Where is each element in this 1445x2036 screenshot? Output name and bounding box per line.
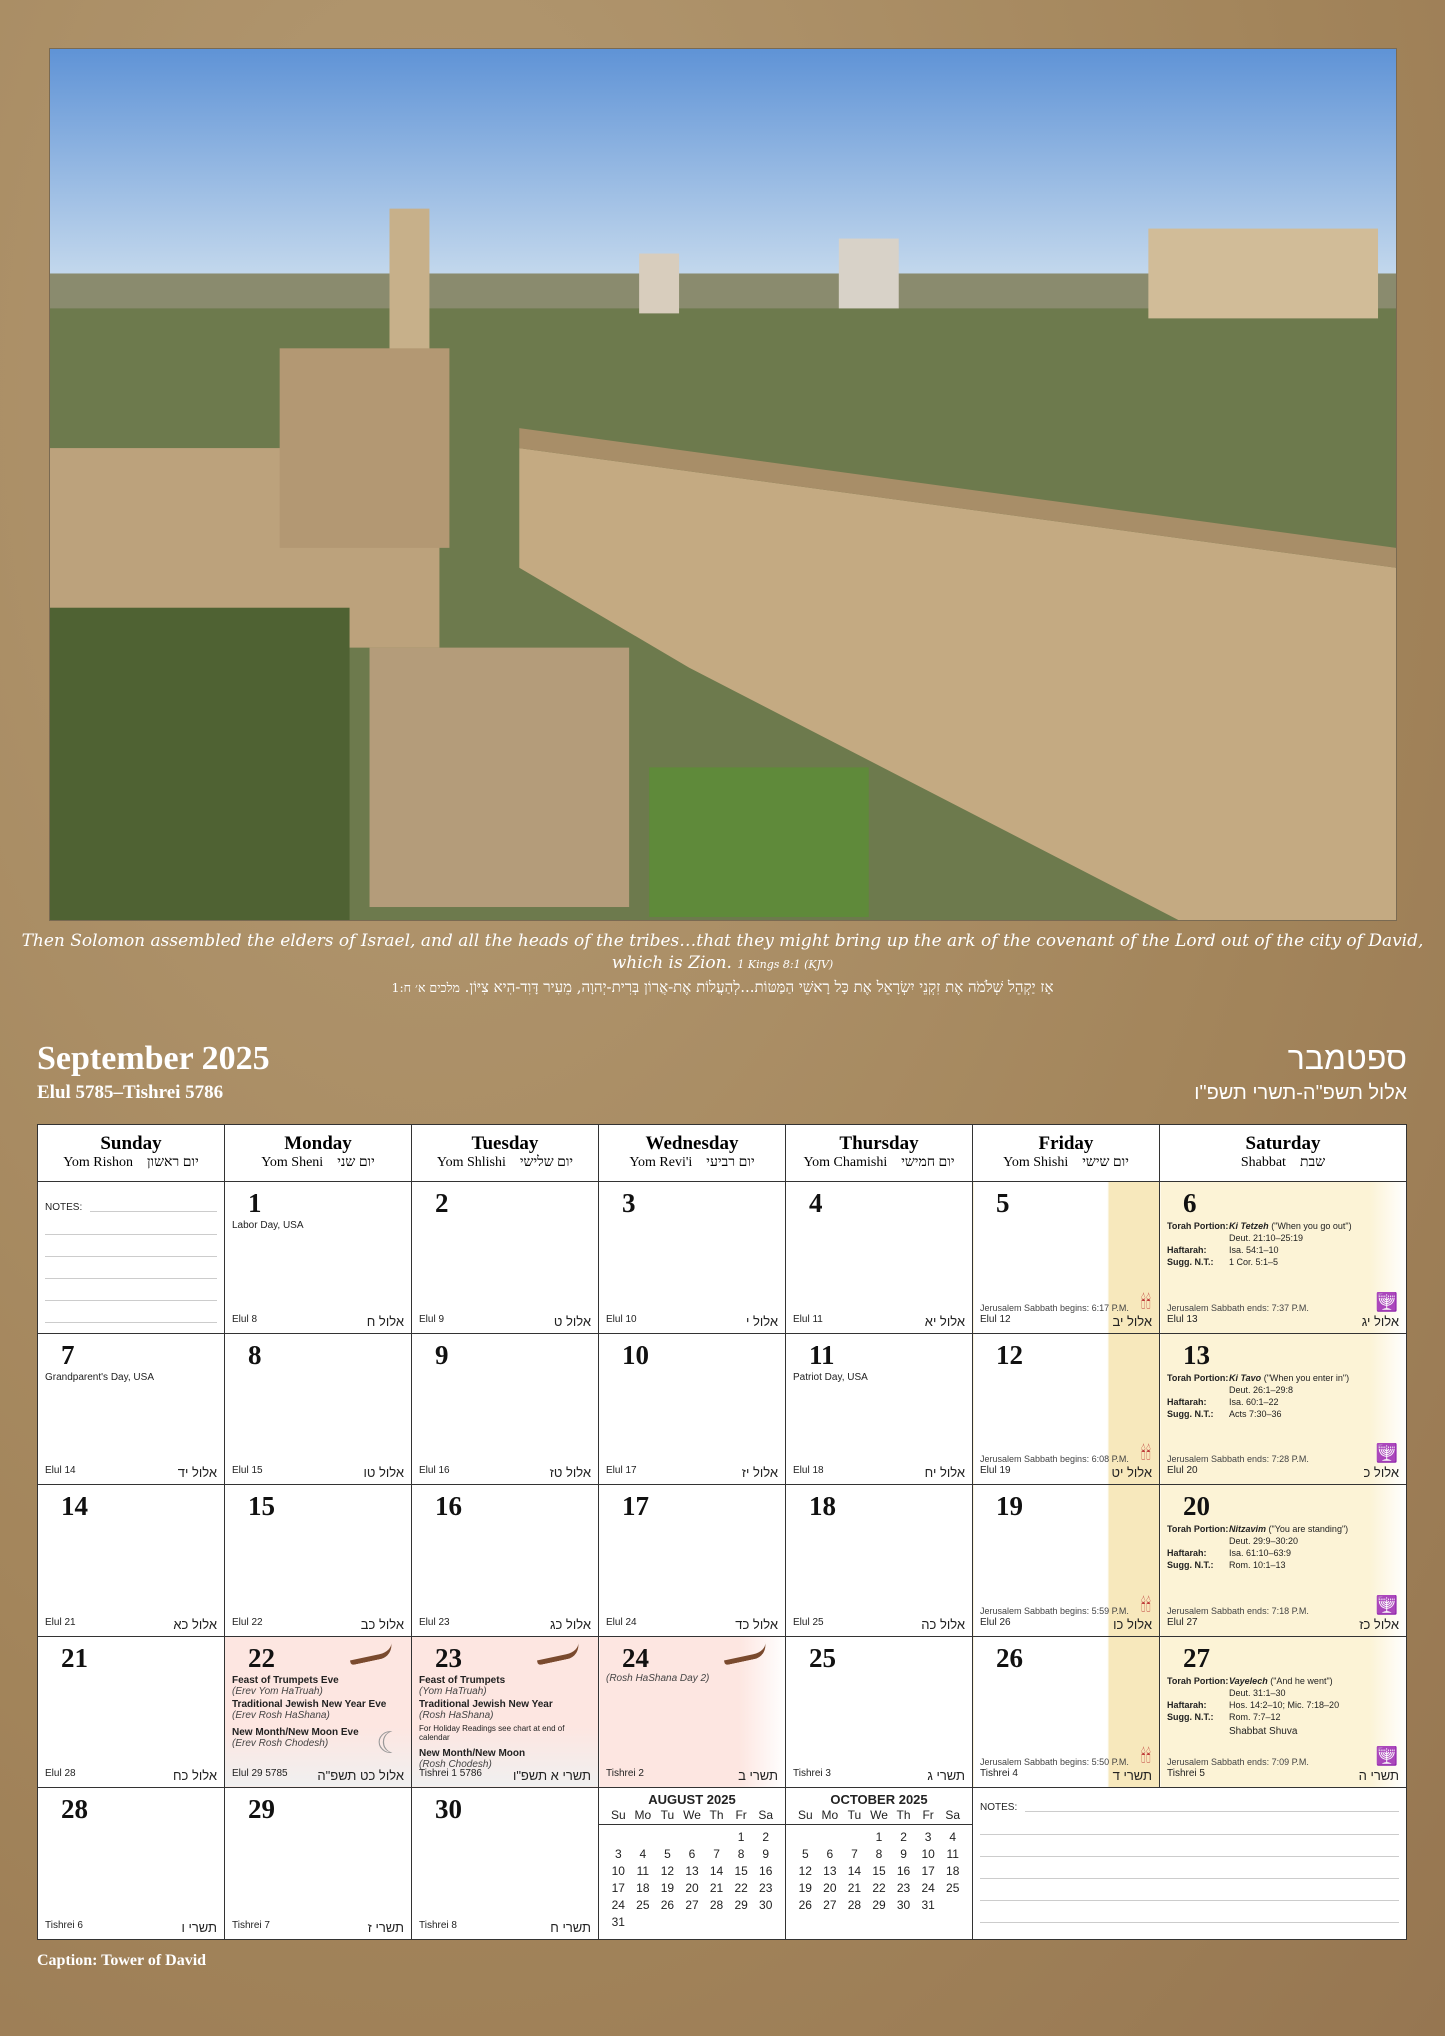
hebrew-date: אלול יח xyxy=(924,1465,965,1480)
day-cell-4[interactable]: 4 Elul 11 אלול יא xyxy=(786,1182,973,1334)
mini-day: 7 xyxy=(713,1847,720,1861)
hebrew-date-translit: Tishrei 5 xyxy=(1167,1768,1205,1779)
day-cell-7[interactable]: 7 Grandparent's Day, USA Elul 14 אלול יד xyxy=(38,1333,225,1485)
day-cell-16[interactable]: 16 Elul 23 אלול כג xyxy=(412,1485,599,1637)
shabbat-table-icon: 🕎 xyxy=(1375,1746,1398,1766)
hebrew-date: אלול טז xyxy=(549,1465,591,1480)
hebrew-date-translit: Elul 11 xyxy=(793,1313,823,1325)
day-cell-24[interactable]: 24 (Rosh HaShana Day 2) Tishrei 2 תשרי ב xyxy=(599,1636,786,1788)
week-row xyxy=(38,1485,1407,1637)
photo-caption: Caption: Tower of David xyxy=(37,1952,207,1969)
mini-day: 21 xyxy=(709,1881,724,1895)
mini-day: 30 xyxy=(896,1898,911,1912)
hebrew-date: אלול יא xyxy=(924,1313,965,1329)
day-header-wednesday: Wednesday Yom Revi'i יום רביעי xyxy=(599,1125,786,1182)
hebrew-date: תשרי ז xyxy=(367,1919,404,1935)
sabbath-time: Jerusalem Sabbath ends: 7:37 P.M. xyxy=(1167,1302,1309,1313)
day-cell-6[interactable]: 6 Torah Portion: Ki Tetzeh ("When you go out") Deut. 21:10–25:19 Haftarah: Isa. 54:1–10 Sugg. N.T.: 1 Cor. 5:1–5 🕎 Jerusalem Sabbath ends: 7:37 P.M. Elul 13 אלול יג xyxy=(1160,1182,1407,1334)
mini-day: 21 xyxy=(847,1881,862,1895)
hebrew-date: תשרי ה xyxy=(1358,1768,1399,1783)
day-header-monday: Monday Yom Sheni יום שני xyxy=(225,1125,412,1182)
week-row xyxy=(38,1333,1407,1485)
event: Grandparent's Day, USA xyxy=(45,1371,154,1383)
day-cell-11[interactable]: 11 Patriot Day, USA Elul 18 אלול יח xyxy=(786,1333,973,1485)
mini-day: 5 xyxy=(801,1847,809,1861)
day-header-friday: Friday Yom Shishi יום שישי xyxy=(973,1125,1160,1182)
mini-day: 20 xyxy=(685,1881,699,1895)
day-cell-17[interactable]: 17 Elul 24 אלול כד xyxy=(599,1485,786,1637)
week-row xyxy=(38,1182,1407,1334)
shabbat-table-icon: 🕎 xyxy=(1375,1443,1398,1463)
day-cell-12[interactable]: 12 Jerusalem Sabbath begins: 6:08 P.M. 🕯🕯 Elul 19 אלול יט xyxy=(973,1333,1160,1485)
day-cell-2[interactable]: 2 Elul 9 אלול ט xyxy=(412,1182,599,1334)
hebrew-date-translit: Elul 26 xyxy=(980,1616,1011,1628)
mini-day: 28 xyxy=(847,1898,862,1912)
hebrew-date-translit: Elul 13 xyxy=(1167,1313,1198,1325)
mini-day: 11 xyxy=(946,1847,959,1861)
hebrew-date-translit: Elul 28 xyxy=(45,1768,76,1779)
mini-day: 29 xyxy=(734,1898,748,1912)
hebrew-date: תשרי ג xyxy=(927,1768,965,1783)
hebrew-date-translit: Elul 29 5785 xyxy=(232,1768,288,1779)
hebrew-date: אלול כט תשפ"ה xyxy=(317,1768,404,1783)
day-header-thursday: Thursday Yom Chamishi יום חמישי xyxy=(786,1125,973,1182)
day-cell-28[interactable]: 28 Tishrei 6 תשרי ו xyxy=(38,1788,225,1940)
mini-day: 14 xyxy=(847,1864,862,1878)
shabbat-table-icon: 🕎 xyxy=(1375,1291,1398,1312)
mini-day: 16 xyxy=(896,1864,911,1878)
mini-day: 18 xyxy=(636,1881,650,1895)
hebrew-month-subtitle: אלול תשפ"ה-תשרי תשפ"ו xyxy=(1194,1082,1407,1104)
day-cell-22[interactable]: 22 Feast of Trumpets Eve (Erev Yom HaTruah) Traditional Jewish New Year Eve (Erev Rosh HaShana) New Month/New Moon Eve (Erev Rosh Chodesh) ☾ Elul 29 5785 אלול כט תשפ"ה xyxy=(225,1636,412,1788)
candles-icon: 🕯🕯 xyxy=(1140,1443,1151,1463)
event: Patriot Day, USA xyxy=(793,1371,868,1383)
hebrew-date-translit: Elul 21 xyxy=(45,1616,76,1628)
hebrew-date-translit: Elul 23 xyxy=(419,1616,450,1628)
mini-day: 8 xyxy=(737,1847,745,1861)
day-cell-21[interactable]: 21 Elul 28 אלול כח xyxy=(38,1636,225,1788)
torah-portion: Torah Portion: Vayelech ("And he went") Deut. 31:1–30 Haftarah: Hos. 14:2–10; Mic. 7:18–20 Sugg. N.T.: Rom. 7:7–12 xyxy=(1167,1675,1340,1722)
hebrew-month-title: ספטמבר xyxy=(1287,1040,1407,1076)
mini-day: 8 xyxy=(875,1847,883,1861)
day-cell-5[interactable]: 5 Jerusalem Sabbath begins: 6:17 P.M. 🕯🕯 Elul 12 אלול יב xyxy=(973,1182,1160,1334)
event: Labor Day, USA xyxy=(232,1220,304,1231)
day-cell-13[interactable]: 13 Torah Portion: Ki Tavo ("When you enter in") Deut. 26:1–29:8 Haftarah: Isa. 60:1–22 Sugg. N.T.: Acts 7:30–36 🕎 Jerusalem Sabbath ends: 7:28 P.M. Elul 20 אלול כ xyxy=(1160,1333,1407,1485)
week-row xyxy=(38,1788,1407,1940)
mini-day: 18 xyxy=(946,1864,960,1878)
mini-day: 31 xyxy=(611,1915,625,1929)
candles-icon: 🕯🕯 xyxy=(1140,1746,1151,1766)
mini-calendar-1: OCTOBER 2025 Su Mo Tu We Th Fr Sa 1 2 3 4 5 6 7 8 9 10 11 12 13 14 15 16 17 18 19 20 21 22 23 24 25 26 27 28 29 30 31 xyxy=(786,1788,973,1940)
mini-day: 26 xyxy=(798,1898,812,1912)
hebrew-date: אלול י xyxy=(745,1313,778,1329)
hebrew-date: אלול כו xyxy=(1113,1616,1152,1632)
day-cell-25[interactable]: 25 Tishrei 3 תשרי ג xyxy=(786,1636,973,1788)
mini-day: 2 xyxy=(762,1830,770,1844)
day-cell-10[interactable]: 10 Elul 17 אלול יז xyxy=(599,1333,786,1485)
torah-portion: Torah Portion: Nitzavim ("You are standing") Deut. 29:9–30:20 Haftarah: Isa. 61:10–63:9 Sugg. N.T.: Rom. 10:1–13 xyxy=(1167,1524,1349,1570)
hebrew-date: אלול כז xyxy=(1359,1616,1399,1632)
hebrew-date-translit: Elul 25 xyxy=(793,1616,824,1628)
moon-icon: ☾ xyxy=(376,1727,403,1760)
hebrew-date: אלול כ xyxy=(1363,1465,1399,1480)
day-cell-23[interactable]: 23 Feast of Trumpets (Yom HaTruah) Traditional Jewish New Year (Rosh HaShana) For Holiday Readings see chart at end of calendar New Month/New Moon (Rosh Chodesh) Tishrei 1 5786 תשרי א תשפ"ו xyxy=(412,1636,599,1788)
hebrew-date-translit: Tishrei 8 xyxy=(419,1919,457,1931)
mini-day: 3 xyxy=(614,1847,622,1861)
hebrew-months-subtitle: Elul 5785–Tishrei 5786 xyxy=(37,1082,224,1103)
hebrew-date-translit: Elul 20 xyxy=(1167,1465,1198,1476)
sabbath-time: Jerusalem Sabbath ends: 7:09 P.M. xyxy=(1167,1757,1309,1767)
hebrew-date: אלול ט xyxy=(553,1313,591,1329)
hebrew-date: אלול כד xyxy=(735,1616,778,1632)
hebrew-date-translit: Elul 12 xyxy=(980,1313,1011,1325)
mini-day: 12 xyxy=(660,1864,675,1878)
hebrew-date-translit: Tishrei 7 xyxy=(232,1919,270,1931)
day-cell-26[interactable]: 26 Jerusalem Sabbath begins: 5:50 P.M. 🕯🕯 Tishrei 4 תשרי ד xyxy=(973,1636,1160,1788)
calendar-grid xyxy=(37,1124,1407,1940)
mini-day: 10 xyxy=(611,1864,625,1878)
hebrew-date: אלול יד xyxy=(177,1465,217,1480)
hebrew-date: תשרי ו xyxy=(181,1919,217,1935)
candles-icon: 🕯🕯 xyxy=(1140,1594,1151,1615)
mini-day: 7 xyxy=(851,1847,858,1861)
hebrew-date: תשרי ח xyxy=(550,1919,591,1935)
day-header-sunday: Sunday Yom Rishon יום ראשון xyxy=(38,1125,225,1182)
mini-day: 6 xyxy=(688,1847,696,1861)
day-cell-29[interactable]: 29 Tishrei 7 תשרי ז xyxy=(225,1788,412,1940)
hebrew-date: תשרי ד xyxy=(1112,1768,1152,1783)
hebrew-date-translit: Elul 8 xyxy=(232,1313,258,1325)
verse-english: Then Solomon assembled the elders of Israel, and all the heads of the tribes…that they might bring up the ark of the covenant of the Lord out of the city of David, which is Zion. 1 Kings 8:1 (KJV) xyxy=(21,931,1424,973)
hebrew-date: אלול כג xyxy=(550,1616,591,1632)
day-cell-27[interactable]: 27 Torah Portion: Vayelech ("And he went") Deut. 31:1–30 Haftarah: Hos. 14:2–10; Mic. 7:18–20 Sugg. N.T.: Rom. 7:7–12 Shabbat Shuva 🕎 Jerusalem Sabbath ends: 7:09 P.M. Tishrei 5 תשרי ה xyxy=(1160,1636,1407,1788)
mini-day: 17 xyxy=(921,1864,935,1878)
notes-cell[interactable]: NOTES: xyxy=(973,1788,1407,1940)
verse-hebrew: אָז יַקְהֵל שְׁלֹמֹה אֶת זִקְנֵי יִשְׂרָאֵל אֶת כָּל רָאשֵׁי הַמַּטּוֹת...לְהַעֲלוֹת אֶת-אֲרוֹן בְּרִית-יְהוָה, מֵעִיר דָּוִד-הִיא צִיּוֹן. מלכים א׳ ח:1 xyxy=(391,978,1054,996)
hebrew-date: תשרי ב xyxy=(738,1768,778,1783)
mini-day: 10 xyxy=(921,1847,935,1861)
mini-day: 20 xyxy=(823,1881,837,1895)
hebrew-date-translit: Tishrei 6 xyxy=(45,1919,83,1931)
hebrew-date-translit: Tishrei 4 xyxy=(980,1768,1018,1779)
mini-day: 19 xyxy=(798,1881,812,1895)
notes-cell[interactable]: NOTES: xyxy=(38,1182,225,1334)
mini-day: 12 xyxy=(798,1864,812,1878)
hebrew-date: אלול יז xyxy=(741,1465,778,1480)
hebrew-date-translit: Elul 24 xyxy=(606,1616,637,1628)
day-cell-14[interactable]: 14 Elul 21 אלול כא xyxy=(38,1485,225,1637)
hebrew-date: אלול יט xyxy=(1111,1465,1152,1480)
mini-day: 14 xyxy=(709,1864,724,1878)
mini-day: 6 xyxy=(826,1847,834,1861)
mini-day: 24 xyxy=(611,1898,625,1912)
mini-day: 11 xyxy=(636,1864,650,1878)
hebrew-date: אלול ח xyxy=(366,1313,404,1329)
hebrew-date: אלול כח xyxy=(172,1768,217,1783)
shabbat-table-icon: 🕎 xyxy=(1375,1594,1398,1615)
hebrew-date: אלול כא xyxy=(173,1616,217,1632)
tower-of-david-photo xyxy=(49,48,1397,921)
day-cell-20[interactable]: 20 Torah Portion: Nitzavim ("You are standing") Deut. 29:9–30:20 Haftarah: Isa. 61:10–63:9 Sugg. N.T.: Rom. 10:1–13 🕎 Jerusalem Sabbath ends: 7:18 P.M. Elul 27 אלול כז xyxy=(1160,1485,1407,1637)
mini-day: 16 xyxy=(759,1864,773,1878)
hebrew-date: תשרי א תשפ"ו xyxy=(512,1768,591,1783)
mini-calendar-0: AUGUST 2025 Su Mo Tu We Th Fr Sa 1 2 3 4 5 6 7 8 9 10 11 12 13 14 15 16 17 18 19 20 21 22 23 24 25 26 27 28 29 30 31 xyxy=(599,1788,786,1940)
hebrew-date: אלול יג xyxy=(1361,1313,1399,1329)
candles-icon: 🕯🕯 xyxy=(1140,1291,1151,1312)
torah-portion: Torah Portion: Ki Tetzeh ("When you go out") Deut. 21:10–25:19 Haftarah: Isa. 54:1–10 Sugg. N.T.: 1 Cor. 5:1–5 xyxy=(1167,1221,1352,1267)
hebrew-date: אלול כב xyxy=(360,1616,404,1632)
mini-day: 25 xyxy=(946,1881,960,1895)
hebrew-date: אלול יב xyxy=(1112,1313,1152,1329)
mini-day: 1 xyxy=(737,1830,745,1844)
mini-day: 27 xyxy=(823,1898,837,1912)
mini-day: 25 xyxy=(636,1898,650,1912)
sabbath-time: Jerusalem Sabbath begins: 6:08 P.M. xyxy=(980,1454,1129,1464)
mini-day: 13 xyxy=(823,1864,837,1878)
mini-day: 22 xyxy=(872,1881,886,1895)
mini-day: 15 xyxy=(872,1864,886,1878)
sabbath-time: Jerusalem Sabbath begins: 6:17 P.M. xyxy=(980,1302,1129,1313)
hebrew-date-translit: Elul 27 xyxy=(1167,1616,1198,1628)
hebrew-date-translit: Elul 19 xyxy=(980,1465,1011,1476)
hebrew-date-translit: Elul 10 xyxy=(606,1313,637,1325)
day-cell-19[interactable]: 19 Jerusalem Sabbath begins: 5:59 P.M. 🕯🕯 Elul 26 אלול כו xyxy=(973,1485,1160,1637)
mini-day: 9 xyxy=(900,1847,907,1861)
mini-day: 13 xyxy=(685,1864,699,1878)
day-cell-3[interactable]: 3 Elul 10 אלול י xyxy=(599,1182,786,1334)
day-cell-15[interactable]: 15 Elul 22 אלול כב xyxy=(225,1485,412,1637)
hebrew-date-translit: Elul 18 xyxy=(793,1465,824,1476)
mini-day: 23 xyxy=(759,1881,773,1895)
mini-day: 28 xyxy=(709,1898,724,1912)
mini-day: 30 xyxy=(759,1898,773,1912)
mini-day: 4 xyxy=(639,1847,647,1861)
sabbath-time: Jerusalem Sabbath begins: 5:50 P.M. xyxy=(980,1757,1129,1767)
hebrew-date-translit: Elul 16 xyxy=(419,1465,450,1476)
day-header-tuesday: Tuesday Yom Shlishi יום שלישי xyxy=(412,1125,599,1182)
mini-day: 23 xyxy=(896,1881,911,1895)
day-cell-18[interactable]: 18 Elul 25 אלול כה xyxy=(786,1485,973,1637)
hebrew-date-translit: Elul 22 xyxy=(232,1616,263,1628)
hebrew-date: אלול טו xyxy=(363,1465,404,1480)
mini-day: 26 xyxy=(660,1898,675,1912)
sabbath-time: Jerusalem Sabbath ends: 7:28 P.M. xyxy=(1167,1454,1309,1464)
mini-day: 31 xyxy=(921,1898,935,1912)
hebrew-date-translit: Elul 14 xyxy=(45,1465,76,1476)
hebrew-date-translit: Tishrei 3 xyxy=(793,1768,831,1779)
mini-day: 27 xyxy=(685,1898,699,1912)
mini-day: 1 xyxy=(875,1830,883,1844)
hebrew-date-translit: Tishrei 2 xyxy=(606,1768,644,1779)
mini-day: 5 xyxy=(664,1847,671,1861)
day-header-saturday: Saturday Shabbat שבת xyxy=(1160,1125,1407,1182)
mini-day: 4 xyxy=(949,1830,957,1844)
torah-portion: Torah Portion: Ki Tavo ("When you enter in") Deut. 26:1–29:8 Haftarah: Isa. 60:1–22 Sugg. N.T.: Acts 7:30–36 xyxy=(1167,1372,1350,1419)
sabbath-time: Jerusalem Sabbath ends: 7:18 P.M. xyxy=(1167,1605,1309,1616)
hebrew-date-translit: Elul 9 xyxy=(419,1313,445,1325)
month-title: September 2025 xyxy=(37,1040,270,1077)
mini-day: 22 xyxy=(734,1881,748,1895)
hebrew-date: אלול כה xyxy=(921,1616,965,1632)
mini-day: 2 xyxy=(900,1830,907,1844)
mini-day: 29 xyxy=(872,1898,886,1912)
day-cell-30[interactable]: 30 Tishrei 8 תשרי ח xyxy=(412,1788,599,1940)
hebrew-date-translit: Elul 17 xyxy=(606,1465,637,1476)
mini-day: 9 xyxy=(762,1847,770,1861)
mini-day: 17 xyxy=(611,1881,625,1895)
day-cell-9[interactable]: 9 Elul 16 אלול טז xyxy=(412,1333,599,1485)
week-row xyxy=(38,1636,1407,1788)
mini-day: 15 xyxy=(734,1864,748,1878)
mini-day: 19 xyxy=(660,1881,675,1895)
sabbath-time: Jerusalem Sabbath begins: 5:59 P.M. xyxy=(980,1605,1129,1616)
mini-day: 3 xyxy=(924,1830,932,1844)
hebrew-date-translit: Tishrei 1 5786 xyxy=(419,1768,482,1779)
day-cell-8[interactable]: 8 Elul 15 אלול טו xyxy=(225,1333,412,1485)
hebrew-date-translit: Elul 15 xyxy=(232,1465,263,1476)
day-cell-1[interactable]: 1 Labor Day, USA Elul 8 אלול ח xyxy=(225,1182,412,1334)
mini-day: 24 xyxy=(921,1881,935,1895)
